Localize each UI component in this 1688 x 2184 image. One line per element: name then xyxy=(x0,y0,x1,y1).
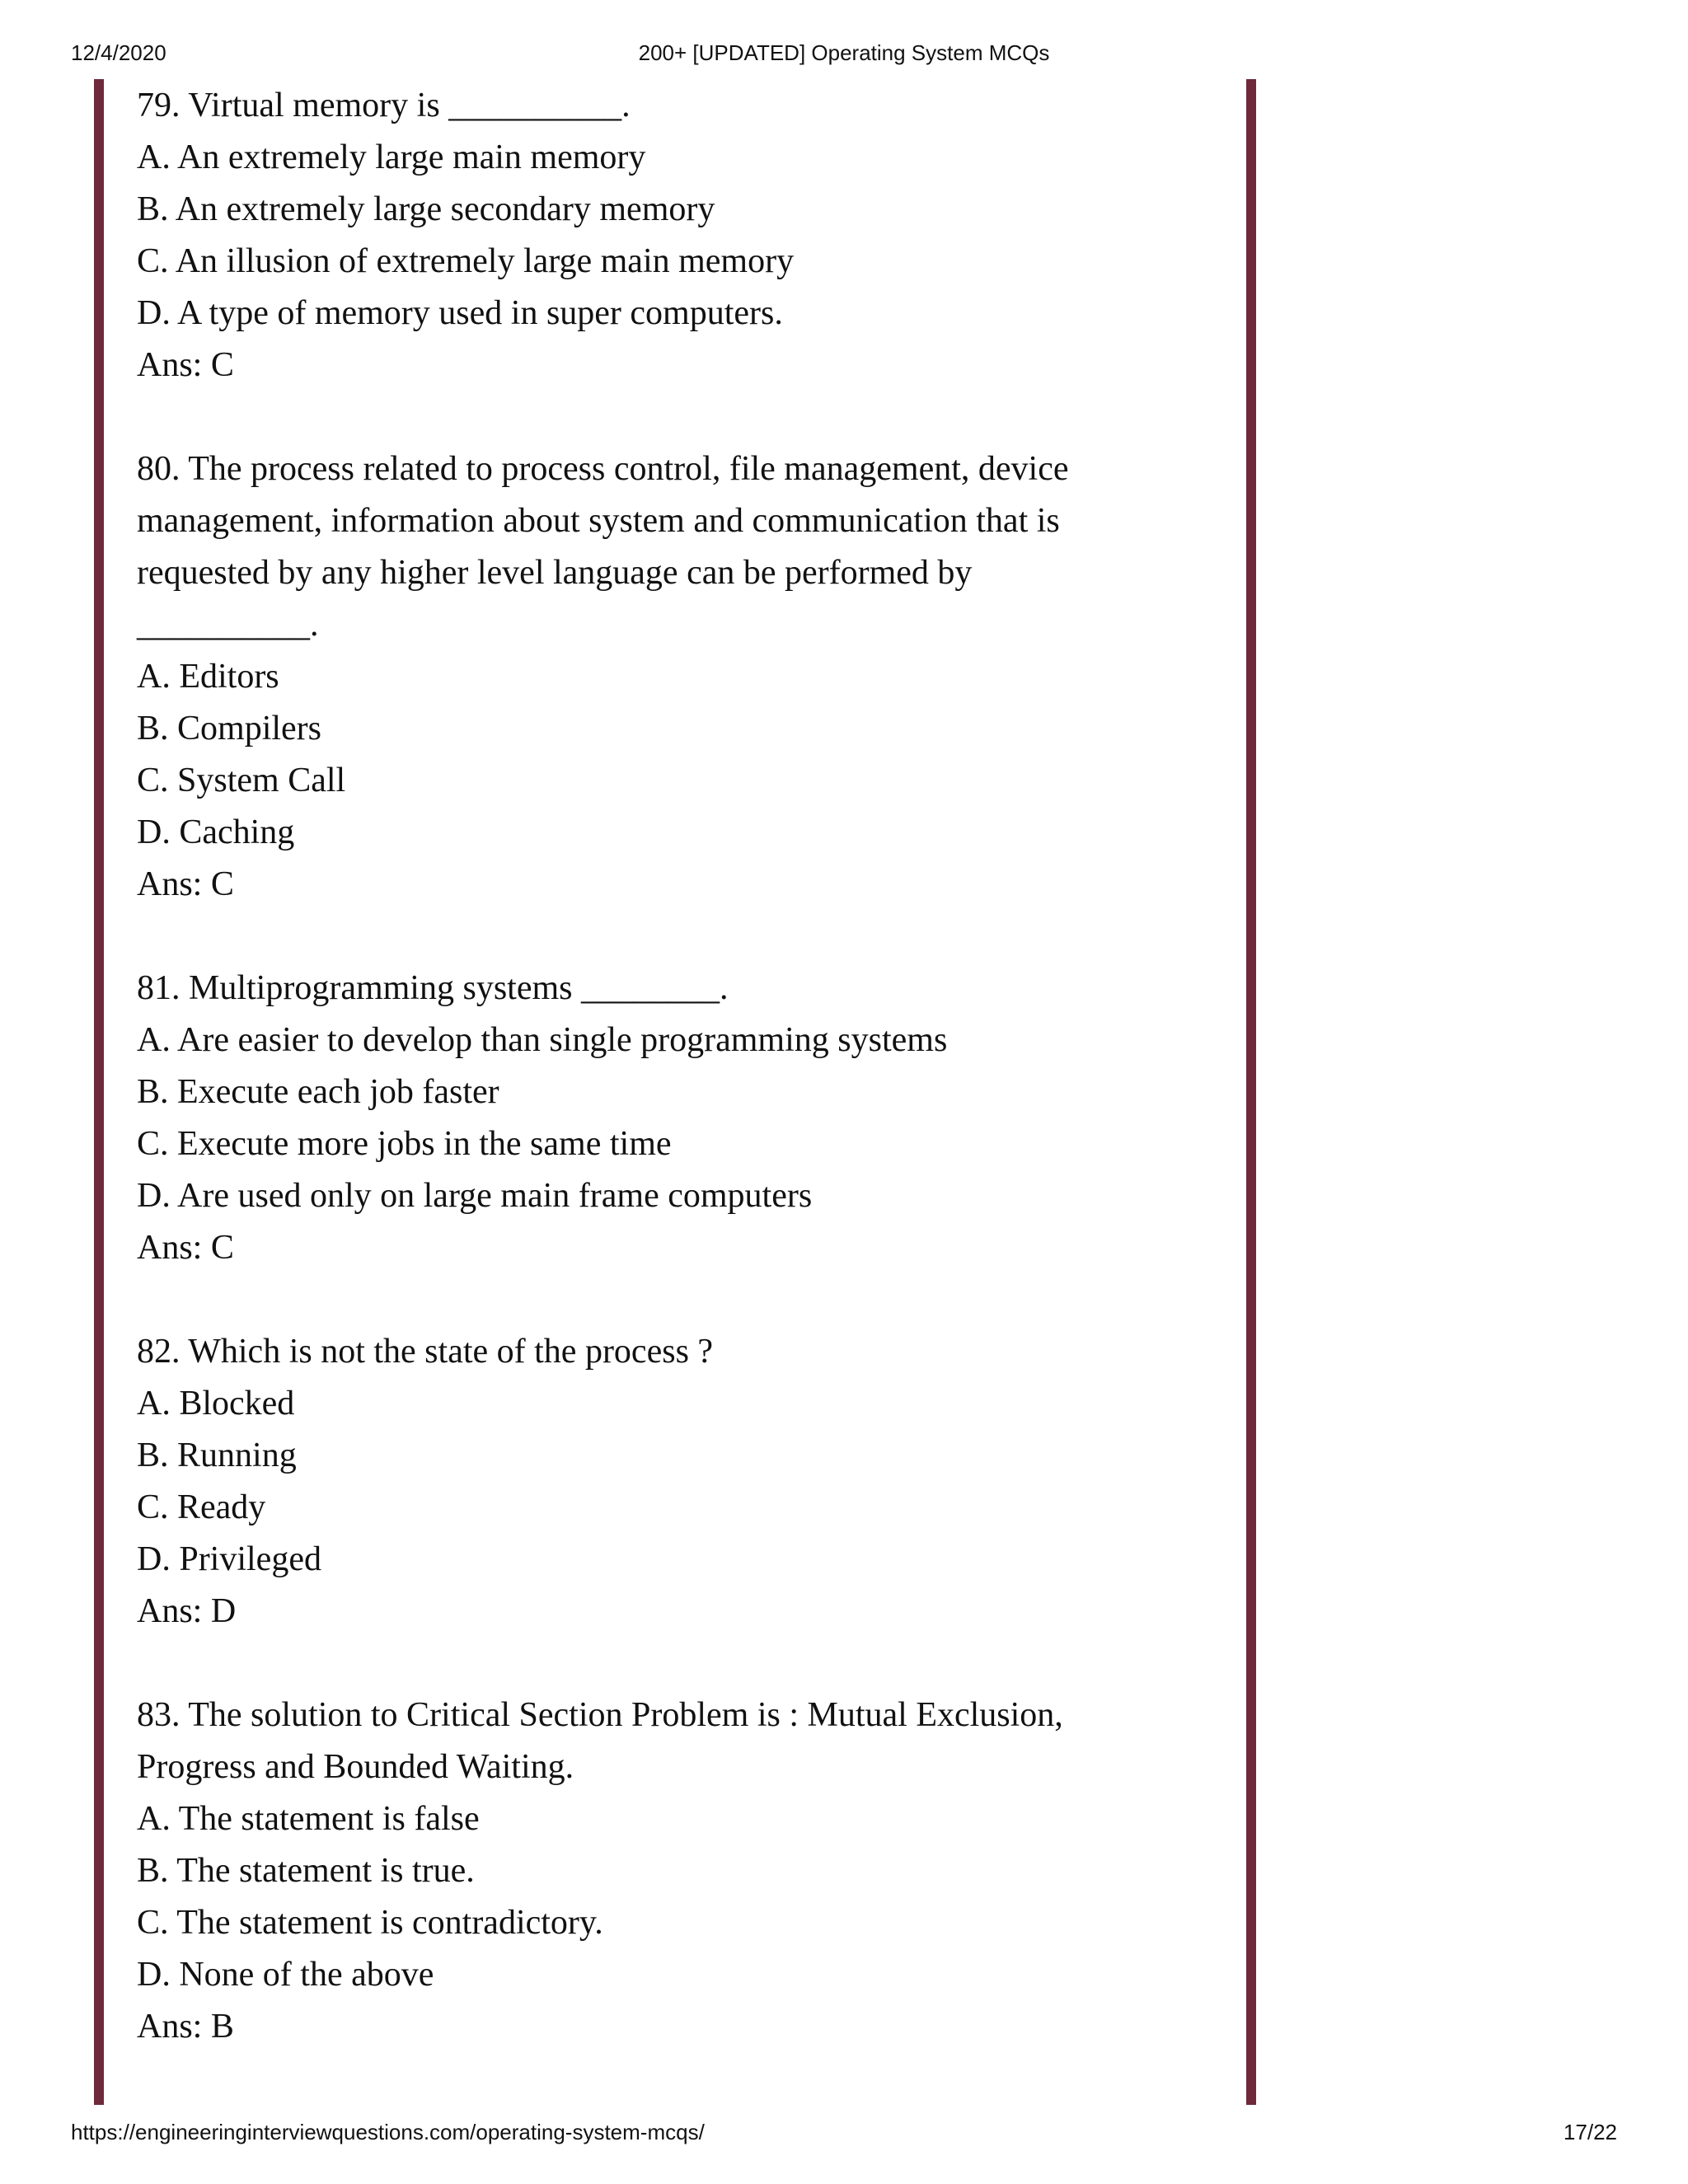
option-a: A. An extremely large main memory xyxy=(137,138,646,176)
answer: Ans: B xyxy=(137,2008,234,2046)
option-c: C. System Call xyxy=(137,762,346,799)
option-b: B. Compilers xyxy=(137,710,322,748)
option-c: C. Execute more jobs in the same time xyxy=(137,1125,672,1163)
option-d: D. Caching xyxy=(137,813,295,851)
answer: Ans: C xyxy=(137,865,234,903)
option-d: D. A type of memory used in super computers. xyxy=(137,294,783,332)
right-accent-bar xyxy=(1246,79,1256,2105)
question-79 xyxy=(137,80,1217,391)
header-date: 12/4/2020 xyxy=(71,40,166,65)
question-text: management, information about system and communication that is xyxy=(137,502,1060,540)
option-b: B. The statement is true. xyxy=(137,1852,475,1890)
option-d: D. None of the above xyxy=(137,1956,434,1994)
footer-page-number: 17/22 xyxy=(1563,2120,1617,2144)
answer: Ans: C xyxy=(137,1229,234,1267)
left-accent-bar xyxy=(94,79,104,2105)
question-text: 80. The process related to process control, file management, device xyxy=(137,450,1069,488)
option-b: B. An extremely large secondary memory xyxy=(137,190,715,228)
question-text: requested by any higher level language can be performed by xyxy=(137,554,973,592)
question-text: 81. Multiprogramming systems ________. xyxy=(137,969,729,1007)
header-title: 200+ [UPDATED] Operating System MCQs xyxy=(638,40,1050,65)
option-b: B. Execute each job faster xyxy=(137,1073,499,1111)
option-c: C. The statement is contradictory. xyxy=(137,1904,603,1942)
option-a: A. Blocked xyxy=(137,1385,295,1422)
option-c: C. An illusion of extremely large main memory xyxy=(137,242,795,280)
answer: Ans: C xyxy=(137,346,234,384)
question-82 xyxy=(137,1326,1217,1638)
answer: Ans: D xyxy=(137,1592,237,1630)
mcq-content xyxy=(137,80,1217,2053)
question-81 xyxy=(137,963,1217,1274)
question-text: __________. xyxy=(137,606,319,644)
option-c: C. Ready xyxy=(137,1488,266,1526)
question-80 xyxy=(137,443,1217,911)
question-text: 79. Virtual memory is __________. xyxy=(137,87,631,124)
option-a: A. Editors xyxy=(137,658,279,696)
option-d: D. Are used only on large main frame computers xyxy=(137,1177,813,1215)
option-d: D. Privileged xyxy=(137,1540,321,1578)
option-a: A. The statement is false xyxy=(137,1800,480,1838)
footer-url-link[interactable]: https://engineeringinterviewquestions.com/operating-system-mcqs/ xyxy=(71,2120,705,2144)
option-a: A. Are easier to develop than single programming systems xyxy=(137,1021,948,1059)
option-b: B. Running xyxy=(137,1436,297,1474)
question-83 xyxy=(137,1690,1217,2053)
question-text: Progress and Bounded Waiting. xyxy=(137,1748,574,1786)
question-text: 83. The solution to Critical Section Problem is : Mutual Exclusion, xyxy=(137,1696,1063,1734)
question-text: 82. Which is not the state of the process ? xyxy=(137,1333,714,1371)
